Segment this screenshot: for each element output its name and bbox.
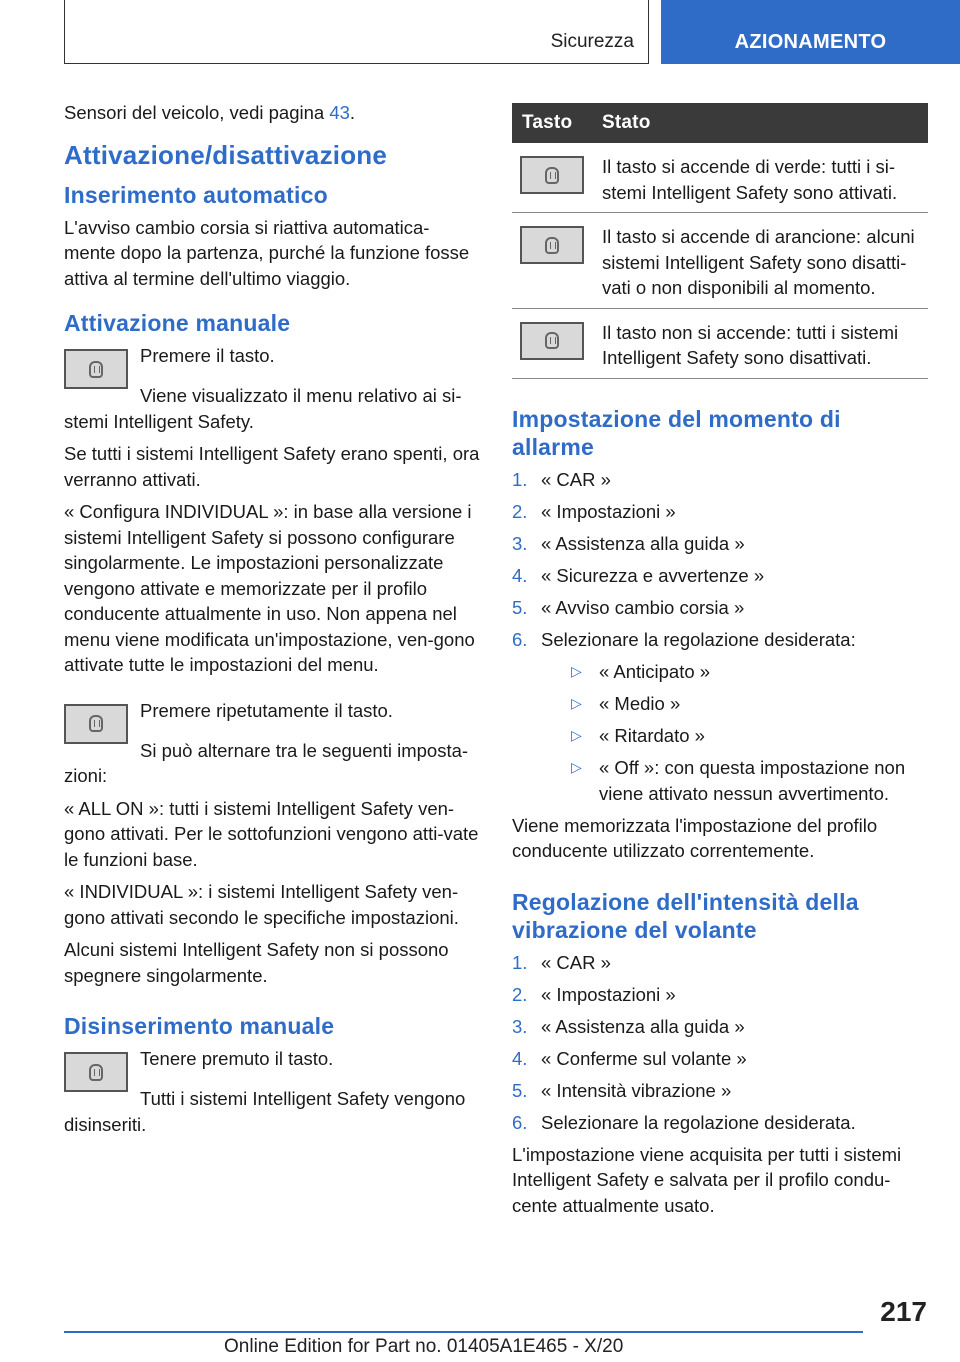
auto-heading: Inserimento automatico	[64, 181, 328, 208]
list-item	[512, 467, 928, 493]
table-header-key: Tasto	[512, 103, 596, 143]
table-row	[512, 143, 928, 213]
manual-step2: Viene visualizzato il menu relativo ai si-stemi Intelligent Safety.	[64, 385, 462, 432]
step-number: 3.	[512, 1015, 528, 1037]
footer-divider	[64, 1331, 863, 1333]
safety-button-icon	[89, 715, 103, 732]
safety-button-image	[64, 704, 128, 744]
manual-step1: Premere il tasto.	[140, 345, 275, 366]
triangle-bullet-icon: ▷	[571, 663, 582, 679]
section-title: Attivazione/disattivazione	[64, 139, 388, 170]
option-text: « Off »: con questa impostazione non viene attivato nessun avvertimento.	[599, 757, 906, 804]
list-item	[512, 499, 928, 525]
table-cell: Il tasto si accende di verde: tutti i si-stemi Intelligent Safety sono attivati.	[596, 143, 928, 213]
disable-step1: Tenere premuto il tasto.	[140, 1048, 334, 1069]
step-text: « Intensità vibrazione »	[541, 1079, 732, 1101]
step-text: « CAR »	[541, 468, 611, 490]
safety-button-icon	[545, 332, 559, 349]
step-number: 1.	[512, 951, 528, 973]
some-text: Alcuni sistemi Intelligent Safety non si possono spegnere singolarmente.	[64, 939, 449, 986]
step-number: 2.	[512, 983, 528, 1005]
manual-p1: Se tutti i sistemi Intelligent Safety erano spenti, ora verranno attivati.	[64, 443, 480, 490]
list-item	[512, 950, 928, 976]
list-item	[512, 1046, 928, 1072]
intro-text: Sensori del veicolo, vedi pagina	[64, 102, 330, 123]
allon-text: « ALL ON »: tutti i sistemi Intelligent Safety ven-gono attivati. Per le sottofunzioni vengono atti-vate le funzioni base.	[64, 797, 479, 870]
list-item	[512, 595, 928, 621]
list-item	[512, 1078, 928, 1104]
status-table	[512, 103, 928, 379]
intro-end: .	[349, 102, 356, 123]
list-item	[512, 563, 928, 589]
disable-heading: Disinserimento manuale	[64, 1013, 335, 1039]
option-item	[541, 691, 928, 717]
header-section-title: Sicurezza	[550, 31, 634, 52]
alarm-heading: Impostazione del momento di allarme	[512, 405, 841, 460]
step-number: 6.	[512, 1111, 528, 1133]
step-number: 1.	[512, 468, 528, 490]
safety-button-image	[64, 349, 128, 389]
list-item	[512, 982, 928, 1008]
step-number: 2.	[512, 500, 528, 522]
step-text: Selezionare la regolazione desiderata.	[541, 1111, 856, 1133]
safety-button-image	[520, 322, 584, 360]
page-number: 217	[880, 1296, 927, 1327]
list-item	[512, 1014, 928, 1040]
safety-button-icon	[545, 167, 559, 184]
auto-text: L'avviso cambio corsia si riattiva automatica-mente dopo la partenza, purché la funzione fosse attiva al termine dell'ultimo viaggio.	[64, 216, 470, 289]
step-text: « Assistenza alla guida »	[541, 532, 745, 554]
step-text: Selezionare la regolazione desiderata:	[541, 628, 856, 650]
step-text: « Impostazioni »	[541, 500, 676, 522]
repeat-step2: Si può alternare tra le seguenti imposta-zioni:	[64, 739, 469, 786]
list-item	[512, 1110, 928, 1136]
disable-step2: Tutti i sistemi Intelligent Safety vengono disinseriti.	[64, 1088, 466, 1135]
option-text: « Medio »	[599, 693, 681, 714]
left-column	[64, 100, 480, 1144]
disable-step	[64, 1046, 480, 1086]
alarm-options	[541, 659, 928, 806]
table-cell: Il tasto non si accende: tutti i sistemi Intelligent Safety sono disattivati.	[596, 308, 928, 378]
list-item	[512, 531, 928, 557]
repeat-step1: Premere ripetutamente il tasto.	[140, 699, 393, 721]
triangle-bullet-icon: ▷	[571, 695, 582, 711]
page-link[interactable]: 43	[329, 102, 350, 123]
safety-button-icon	[89, 361, 103, 378]
safety-button-image	[520, 156, 584, 194]
manual-heading: Attivazione manuale	[64, 310, 291, 336]
alarm-note: Viene memorizzata l'impostazione del profilo conducente utilizzato correntemente.	[512, 814, 878, 861]
step-text: « Impostazioni »	[541, 983, 676, 1005]
manual-step	[64, 343, 480, 383]
header-section-box	[64, 0, 649, 64]
step-number: 5.	[512, 596, 528, 618]
step-text: « Assistenza alla guida »	[541, 1015, 745, 1037]
option-item	[541, 723, 928, 749]
safety-button-icon	[545, 237, 559, 254]
step-text: « Avviso cambio corsia »	[541, 596, 745, 618]
header-chapter-title: AZIONAMENTO	[734, 31, 887, 53]
individual-text: « INDIVIDUAL »: i sistemi Intelligent Safety ven-gono attivati secondo le specifiche impostazioni.	[64, 881, 459, 928]
table-row	[512, 308, 928, 378]
step-text: « Conferme sul volante »	[541, 1047, 747, 1069]
table-header-state: Stato	[596, 103, 928, 143]
option-item	[541, 659, 928, 685]
repeat-step	[64, 698, 480, 738]
safety-button-image	[64, 1052, 128, 1092]
manual-p2: « Configura INDIVIDUAL »: in base alla versione i sistemi Intelligent Safety si possono configurare singolarmente. Le impostazioni personalizzate vengono attivate e memorizzate per il profilo conducente attualmente in uso. Non appena nel menu viene modificata un'impostazione, ven-gono attivate tutte le impostazioni del menu.	[64, 501, 475, 675]
list-item	[512, 627, 928, 807]
step-number: 4.	[512, 564, 528, 586]
vibration-note: L'impostazione viene acquisita per tutti i sistemi Intelligent Safety e salvata per il profilo condu-cente attualmente usato.	[512, 1143, 902, 1216]
step-number: 3.	[512, 532, 528, 554]
triangle-bullet-icon: ▷	[571, 759, 582, 775]
safety-button-image	[520, 226, 584, 264]
safety-button-icon	[89, 1064, 103, 1081]
step-number: 6.	[512, 628, 528, 650]
header-chapter-tab	[661, 0, 960, 64]
table-row	[512, 213, 928, 309]
table-header	[512, 103, 928, 143]
step-number: 4.	[512, 1047, 528, 1069]
option-text: « Ritardato »	[599, 725, 705, 746]
table-cell: Il tasto si accende di arancione: alcuni sistemi Intelligent Safety sono disatti-vati o non disponibili al momento.	[596, 213, 928, 309]
alarm-steps	[512, 467, 928, 807]
vibration-heading: Regolazione dell'intensità della vibrazione del volante	[512, 888, 859, 943]
edition-text: Online Edition for Part no. 01405A1E465 - X/20	[224, 1336, 624, 1357]
step-text: « Sicurezza e avvertenze »	[541, 564, 765, 586]
triangle-bullet-icon: ▷	[571, 727, 582, 743]
option-text: « Anticipato »	[599, 661, 711, 682]
vibration-steps	[512, 950, 928, 1136]
option-item	[541, 755, 928, 806]
step-text: « CAR »	[541, 951, 611, 973]
intro-paragraph	[64, 100, 480, 126]
step-number: 5.	[512, 1079, 528, 1101]
right-column	[512, 103, 928, 1225]
